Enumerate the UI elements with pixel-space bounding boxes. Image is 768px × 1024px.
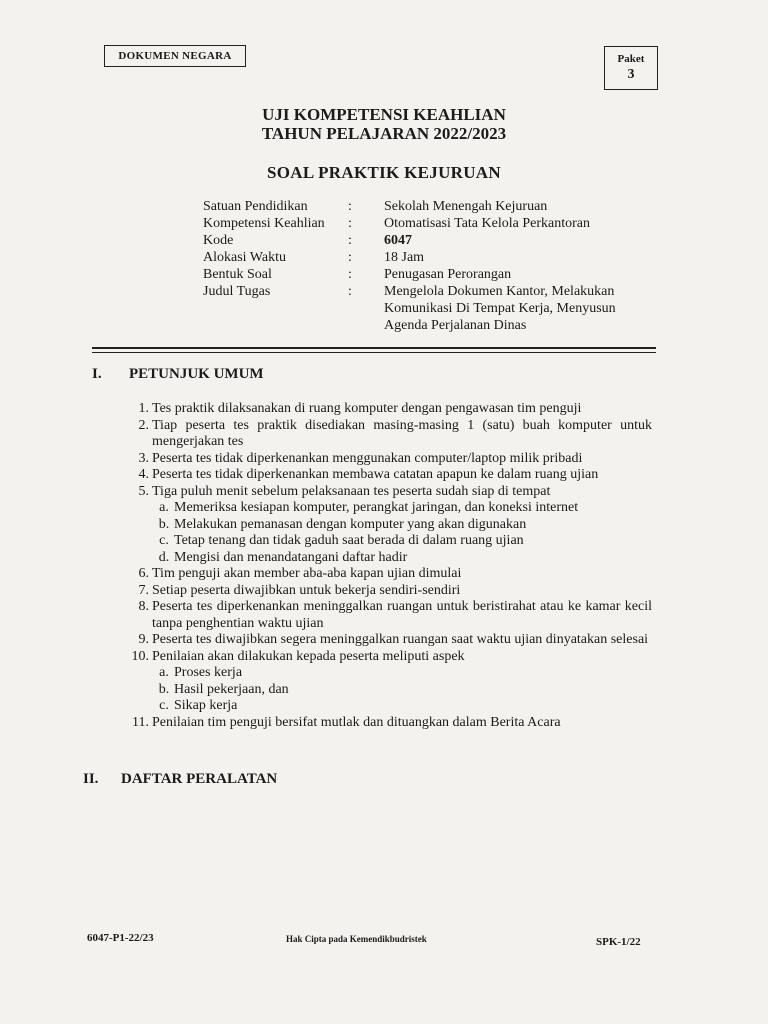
list-item — [118, 566, 658, 583]
item-text: Peserta tes diperkenankan meninggalkan ruangan untuk beristirahat atau ke kamar kecil tanpa penghentian waktu ujian — [152, 599, 652, 631]
item-number: 2. — [138, 417, 149, 433]
paket-label: Paket — [617, 53, 645, 65]
info-value: Penugasan Perorangan — [384, 267, 512, 282]
info-row — [203, 215, 654, 232]
section-title: PETUNJUK UMUM — [129, 366, 264, 382]
sub-item-text: Proses kerja — [174, 665, 243, 680]
item-text: Tim penguji akan member aba-aba kapan ujian dimulai — [152, 566, 462, 581]
info-value: Otomatisasi Tata Kelola Perkantoran — [384, 216, 590, 231]
sub-item — [118, 682, 658, 699]
section-number: I. — [92, 366, 102, 382]
sub-item-letter: c. — [159, 698, 169, 713]
sub-item — [118, 500, 658, 517]
section-title: DAFTAR PERALATAN — [121, 771, 278, 787]
item-number: 1. — [138, 401, 149, 416]
info-separator: : — [348, 216, 352, 231]
footer-copyright: Hak Cipta pada Kemendikbudristek — [286, 934, 427, 944]
sub-item — [118, 517, 658, 534]
list-item — [118, 632, 658, 649]
sub-item — [118, 698, 658, 715]
info-value: Mengelola Dokumen Kantor, Melakukan Komunikasi Di Tempat Kerja, Menyusun Agenda Perjalanan Dinas — [384, 284, 616, 333]
item-number: 4. — [138, 467, 149, 482]
list-item — [118, 401, 658, 418]
item-number: 3. — [138, 450, 149, 466]
paket-box — [604, 46, 658, 90]
item-text: Tes praktik dilaksanakan di ruang komputer dengan pengawasan tim penguji — [152, 401, 582, 416]
sub-item-letter: a. — [159, 665, 169, 680]
list-item — [118, 649, 658, 666]
info-value: 6047 — [384, 233, 412, 248]
list-item — [118, 467, 658, 484]
list-item — [118, 451, 658, 468]
info-key: Bentuk Soal — [203, 267, 272, 282]
list-item — [118, 484, 658, 501]
info-separator: : — [348, 267, 352, 282]
footer-document-code: 6047-P1-22/23 — [87, 932, 154, 944]
item-text: Tiga puluh menit sebelum pelaksanaan tes peserta sudah siap di tempat — [152, 483, 551, 499]
info-row — [203, 283, 654, 334]
item-number: 5. — [138, 483, 149, 499]
item-text: Peserta tes diwajibkan segera meninggalkan ruangan saat waktu ujian dinyatakan selesai — [152, 632, 649, 647]
document-classification-tag: DOKUMEN NEGARA — [104, 45, 246, 67]
item-text: Peserta tes tidak diperkenankan menggunakan computer/laptop milik pribadi — [152, 450, 583, 466]
item-number: 11. — [132, 714, 149, 730]
info-key: Satuan Pendidikan — [203, 199, 308, 214]
sub-item-letter: b. — [158, 681, 170, 697]
exam-info-table — [203, 198, 654, 334]
sub-item — [118, 533, 658, 550]
sub-item-text: Melakukan pemanasan dengan komputer yang akan digunakan — [174, 516, 527, 532]
sub-item-letter: a. — [159, 500, 169, 515]
item-number: 8. — [138, 599, 149, 614]
sub-item-text: Sikap kerja — [174, 698, 238, 713]
section-heading — [83, 771, 277, 788]
exam-subtitle: SOAL PRAKTIK KEJURUAN — [267, 163, 501, 182]
info-separator: : — [348, 199, 352, 214]
footer-page-number: SPK-1/22 — [596, 936, 641, 948]
info-key: Judul Tugas — [203, 284, 271, 299]
info-row — [203, 249, 654, 266]
info-row — [203, 198, 654, 215]
academic-year: TAHUN PELAJARAN 2022/2023 — [261, 124, 507, 143]
instruction-list — [118, 401, 658, 731]
item-number: 10. — [131, 648, 149, 664]
divider-thick — [92, 347, 656, 349]
list-item — [118, 599, 658, 632]
sub-item-text: Memeriksa kesiapan komputer, perangkat jaringan, dan koneksi internet — [174, 500, 579, 515]
item-number: 9. — [138, 632, 149, 647]
item-text: Penilaian akan dilakukan kepada peserta meliputi aspek — [152, 648, 465, 664]
exam-title: UJI KOMPETENSI KEAHLIAN — [262, 105, 506, 124]
sub-item-letter: c. — [159, 533, 169, 548]
divider-thin — [92, 352, 656, 353]
sub-item-text: Tetap tenang dan tidak gaduh saat berada di dalam ruang ujian — [174, 533, 524, 548]
list-item — [118, 418, 658, 451]
list-item — [118, 583, 658, 600]
list-item — [118, 715, 658, 732]
info-row — [203, 232, 654, 249]
section-number: II. — [83, 771, 99, 787]
info-key: Kode — [203, 233, 234, 248]
info-value: Sekolah Menengah Kejuruan — [384, 199, 548, 214]
sub-item-text: Mengisi dan menandatangani daftar hadir — [174, 549, 408, 565]
info-row — [203, 266, 654, 283]
sub-item-letter: d. — [158, 549, 170, 565]
info-key: Alokasi Waktu — [203, 250, 286, 265]
item-text: Peserta tes tidak diperkenankan membawa catatan apapun ke dalam ruang ujian — [152, 467, 599, 482]
section-heading — [92, 366, 264, 383]
sub-item-text: Hasil pekerjaan, dan — [174, 681, 289, 697]
paket-number: 3 — [627, 67, 635, 82]
item-number: 6. — [138, 566, 149, 581]
item-text: Setiap peserta diwajibkan untuk bekerja sendiri-sendiri — [152, 582, 461, 598]
sub-item — [118, 550, 658, 567]
sub-item-letter: b. — [158, 516, 170, 532]
item-number: 7. — [138, 582, 149, 598]
sub-item — [118, 665, 658, 682]
item-text: Penilaian tim penguji bersifat mutlak dan dituangkan dalam Berita Acara — [152, 714, 561, 730]
info-separator: : — [348, 284, 352, 299]
info-key: Kompetensi Keahlian — [203, 216, 325, 231]
info-value: 18 Jam — [384, 250, 425, 265]
item-text: Tiap peserta tes praktik disediakan masing-masing 1 (satu) buah komputer untuk mengerjakan tes — [152, 417, 652, 449]
info-separator: : — [348, 233, 352, 248]
info-separator: : — [348, 250, 352, 265]
